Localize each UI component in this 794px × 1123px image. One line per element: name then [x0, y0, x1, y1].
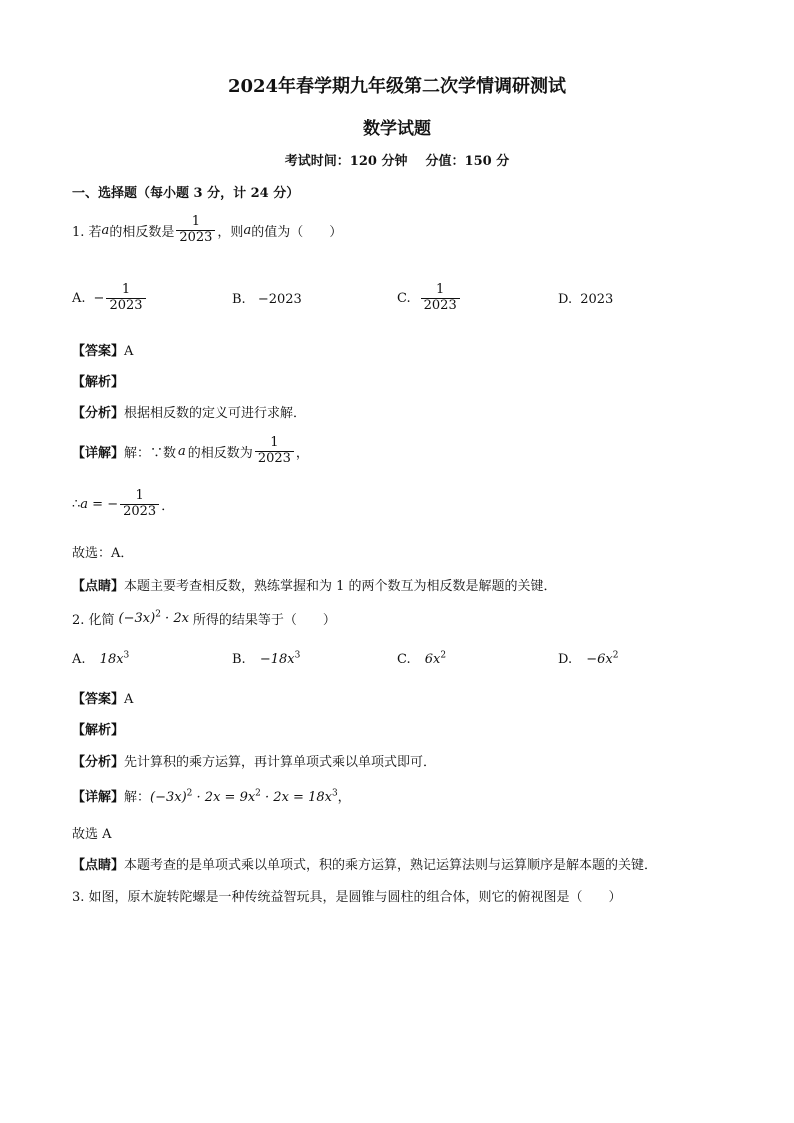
q2-dianjing-tag: 【点睛】 — [72, 858, 125, 873]
q2-xj-part2: · 2x = 9x — [192, 790, 256, 805]
q1-xiangjie-den: 2023 — [255, 451, 294, 467]
q2-option-b — [232, 652, 300, 667]
q1-therefore-prefix: ∴ — [72, 496, 81, 512]
q1-xiangjie-fraction — [255, 436, 294, 467]
q2-xiangjie-suffix: ， — [337, 790, 351, 805]
q1-option-d-label: D. — [558, 292, 573, 307]
q2-answer-value: A — [124, 692, 134, 707]
question-2-stem — [72, 609, 336, 628]
q1-option-b — [232, 292, 302, 307]
q2-choice: 故选 A — [72, 827, 112, 842]
q1-xiangjie-var: a — [178, 443, 186, 459]
q1-xiangjie-suffix: ， — [295, 445, 309, 461]
section-heading: 一、选择题（每小题 3 分，计 24 分） — [72, 186, 300, 201]
q1-dianjing — [72, 575, 557, 594]
q1-stem-suffix: 的值为（ ） — [251, 224, 343, 240]
q2-option-d — [558, 652, 618, 667]
q1-var-a-2: a — [243, 222, 252, 238]
q2-stem-suffix: 所得的结果等于（ ） — [192, 613, 336, 628]
question-1-stem — [72, 215, 342, 246]
q1-therefore-line — [72, 489, 174, 520]
q2-expr-tail: · 2x — [160, 611, 189, 626]
q2-xiangjie — [72, 786, 351, 805]
q2-option-d-coef: −6x — [586, 652, 613, 667]
q1-xiangjie-tag: 【详解】 — [72, 445, 125, 461]
q2-option-c — [397, 652, 446, 667]
q1-var-a: a — [101, 222, 110, 238]
q2-xj-exp2: 2 — [255, 788, 261, 799]
q1-option-c-num: 1 — [436, 282, 445, 297]
q2-dianjing-text: 本题考查的是单项式乘以单项式，积的乘方运算，熟记运算法则与运算顺序是解本题的关键． — [124, 858, 658, 873]
q2-fenxi — [72, 751, 436, 770]
q2-fenxi-text: 先计算积的乘方运算，再计算单项式乘以单项式即可． — [124, 755, 437, 770]
q1-answer-tag: 【答案】 — [72, 344, 125, 359]
q1-frac-den: 2023 — [176, 230, 215, 246]
q1-analysis-tag: 【解析】 — [72, 375, 125, 390]
q2-option-c-label: C. — [397, 652, 411, 667]
q1-option-a-num: 1 — [121, 282, 131, 297]
q2-xj-exp3: 3 — [331, 788, 338, 799]
q1-therefore-suffix: ． — [161, 498, 175, 514]
q2-option-b-label: B. — [232, 652, 246, 667]
q2-option-b-coef: −18x — [259, 652, 295, 667]
q2-option-d-exp: 2 — [612, 650, 619, 661]
q2-xiangjie-prefix: 解： — [124, 790, 151, 805]
q2-answer — [72, 688, 133, 707]
q1-frac-num: 1 — [191, 214, 201, 229]
q2-expr-exp: 2 — [155, 609, 161, 620]
q2-option-a-label: A. — [72, 652, 86, 667]
q1-fenxi-text: 根据相反数的定义可进行求解． — [124, 406, 307, 421]
q2-option-d-label: D. — [558, 652, 573, 667]
q2-option-c-coef: 6x — [424, 652, 441, 667]
q1-option-c — [397, 283, 462, 314]
q2-option-a-coef: 18x — [99, 652, 124, 667]
q1-option-a — [72, 283, 148, 314]
q2-option-b-exp: 3 — [294, 650, 301, 661]
q1-option-c-label: C. — [397, 290, 411, 306]
q1-option-a-fraction — [106, 283, 145, 314]
q1-therefore-num: 1 — [135, 488, 144, 503]
q2-stem-prefix: 2. 化简 — [72, 613, 115, 628]
q1-therefore-eq: = − — [88, 496, 119, 512]
q1-dianjing-tag: 【点睛】 — [72, 579, 125, 594]
q1-therefore-fraction — [120, 489, 159, 520]
q1-dianjing-text: 本题主要考查相反数，熟练掌握和为 1 的两个数互为相反数是解题的关键． — [124, 579, 557, 594]
q1-option-b-value: −2023 — [257, 292, 302, 307]
q1-option-d — [558, 292, 613, 307]
q2-dianjing — [72, 854, 657, 873]
q2-option-c-exp: 2 — [440, 650, 447, 661]
q1-fenxi-tag: 【分析】 — [72, 406, 125, 421]
q1-answer-value: A — [124, 344, 134, 359]
q1-stem-mid2: ，则 — [217, 224, 244, 240]
q2-xj-exp1: 2 — [186, 788, 193, 799]
exam-info: 考试时间：120 分钟 分值：150 分 — [284, 154, 510, 169]
q2-xj-part3: · 2x = 18x — [260, 790, 332, 805]
q1-xiangjie-num: 1 — [270, 435, 279, 450]
q1-option-d-value: 2023 — [580, 292, 614, 307]
q1-xiangjie-prefix: 解：∵数 — [124, 445, 177, 461]
q1-option-c-fraction — [421, 283, 460, 314]
q1-option-a-sign: − — [93, 290, 105, 306]
q2-option-a — [72, 652, 129, 667]
q2-xiangjie-tag: 【详解】 — [72, 790, 125, 805]
q1-option-c-den: 2023 — [421, 298, 460, 314]
q2-analysis-tag: 【解析】 — [72, 723, 125, 738]
question-3-stem: 3. 如图，原木旋转陀螺是一种传统益智玩具，是圆锥与圆柱的组合体，则它的俯视图是（ ） — [72, 890, 622, 905]
q2-xj-base: (−3x) — [150, 790, 187, 805]
q1-xiangjie — [72, 436, 309, 467]
q2-expr-base: (−3x) — [118, 611, 156, 626]
q1-xiangjie-mid: 的相反数为 — [187, 445, 253, 461]
q1-answer — [72, 340, 133, 359]
q2-expression — [119, 611, 189, 626]
q1-therefore-var: a — [80, 496, 89, 512]
page-title: 2024年春学期九年级第二次学情调研测试 — [227, 76, 567, 97]
q2-answer-tag: 【答案】 — [72, 692, 125, 707]
q1-stem-prefix: 1. 若 — [72, 224, 102, 240]
q1-choice: 故选：A． — [72, 546, 134, 561]
q1-therefore-den: 2023 — [120, 504, 159, 520]
q1-option-a-den: 2023 — [106, 298, 145, 314]
q1-stem-mid: 的相反数是 — [109, 224, 175, 240]
q1-fenxi — [72, 402, 306, 421]
q1-option-b-label: B. — [232, 292, 246, 307]
q2-fenxi-tag: 【分析】 — [72, 755, 125, 770]
q1-stem-fraction — [176, 215, 215, 246]
q1-option-a-label: A. — [72, 290, 86, 306]
page-subtitle: 数学试题 — [363, 119, 431, 139]
q2-option-a-exp: 3 — [123, 650, 130, 661]
